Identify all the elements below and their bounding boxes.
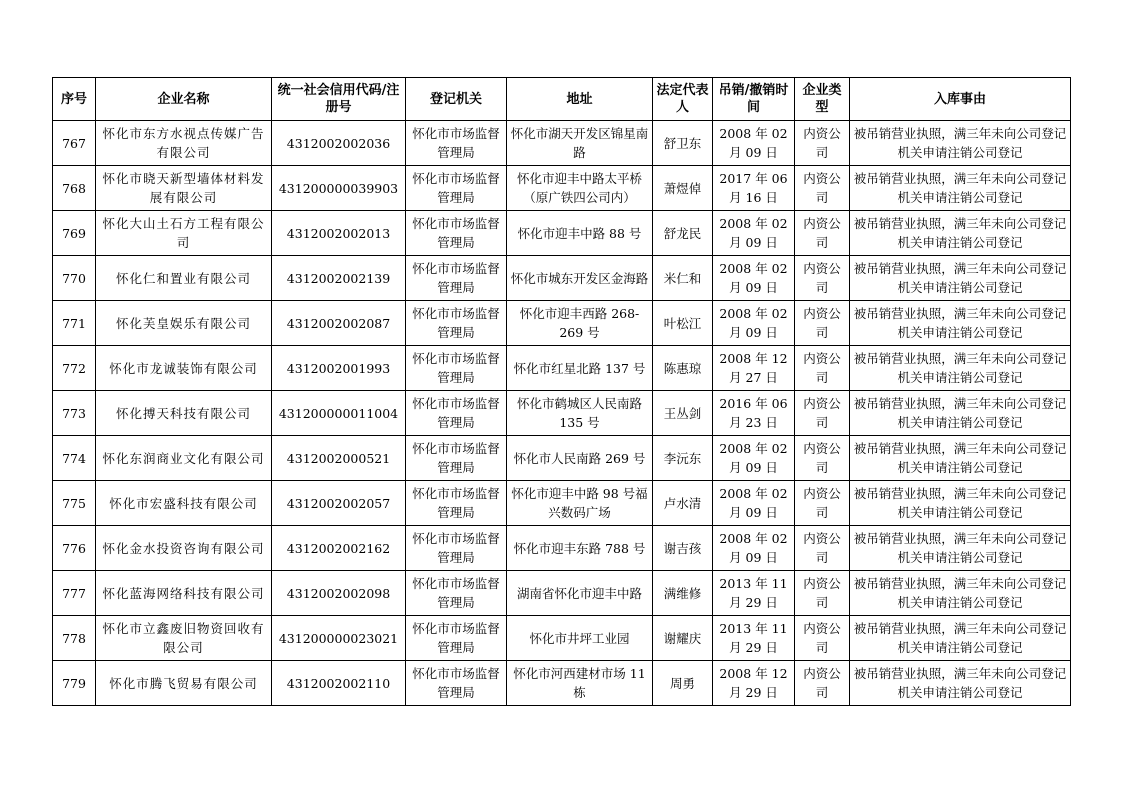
cell-seq: 773 — [53, 391, 96, 436]
cell-revoke-date: 2008 年 02 月 09 日 — [713, 301, 795, 346]
table-row — [53, 166, 1071, 211]
cell-authority: 怀化市市场监督管理局 — [406, 391, 507, 436]
header-rep: 法定代表人 — [653, 78, 713, 121]
cell-credit-code: 431200000039903 — [272, 166, 406, 211]
cell-revoke-date: 2016 年 06 月 23 日 — [713, 391, 795, 436]
cell-authority: 怀化市市场监督管理局 — [406, 616, 507, 661]
company-revocation-table — [52, 77, 1071, 706]
cell-company-type: 内资公司 — [795, 661, 850, 706]
cell-address: 湖南省怀化市迎丰中路 — [507, 571, 653, 616]
cell-address: 怀化市红星北路 137 号 — [507, 346, 653, 391]
table-row — [53, 301, 1071, 346]
cell-credit-code: 4312002000521 — [272, 436, 406, 481]
cell-company-name: 怀化大山土石方工程有限公司 — [96, 211, 272, 256]
table-row — [53, 481, 1071, 526]
cell-authority: 怀化市市场监督管理局 — [406, 526, 507, 571]
cell-revoke-date: 2013 年 11 月 29 日 — [713, 571, 795, 616]
cell-address: 怀化市湖天开发区锦星南路 — [507, 121, 653, 166]
cell-seq: 778 — [53, 616, 96, 661]
cell-credit-code: 4312002002110 — [272, 661, 406, 706]
cell-company-type: 内资公司 — [795, 346, 850, 391]
cell-seq: 777 — [53, 571, 96, 616]
cell-legal-rep: 舒卫东 — [653, 121, 713, 166]
cell-credit-code: 431200000011004 — [272, 391, 406, 436]
cell-revoke-date: 2008 年 02 月 09 日 — [713, 436, 795, 481]
cell-address: 怀化市河西建材市场 11 栋 — [507, 661, 653, 706]
cell-legal-rep: 萧煜倬 — [653, 166, 713, 211]
cell-address: 怀化市迎丰西路 268-269 号 — [507, 301, 653, 346]
cell-seq: 779 — [53, 661, 96, 706]
cell-company-name: 怀化市宏盛科技有限公司 — [96, 481, 272, 526]
cell-seq: 772 — [53, 346, 96, 391]
cell-revoke-date: 2013 年 11 月 29 日 — [713, 616, 795, 661]
cell-company-name: 怀化市龙诚装饰有限公司 — [96, 346, 272, 391]
cell-company-name: 怀化芙皇娱乐有限公司 — [96, 301, 272, 346]
cell-reason: 被吊销营业执照，满三年未向公司登记机关申请注销公司登记 — [850, 121, 1071, 166]
cell-revoke-date: 2008 年 02 月 09 日 — [713, 121, 795, 166]
cell-credit-code: 4312002002036 — [272, 121, 406, 166]
cell-seq: 775 — [53, 481, 96, 526]
cell-company-type: 内资公司 — [795, 301, 850, 346]
cell-legal-rep: 周勇 — [653, 661, 713, 706]
cell-reason: 被吊销营业执照，满三年未向公司登记机关申请注销公司登记 — [850, 436, 1071, 481]
cell-authority: 怀化市市场监督管理局 — [406, 481, 507, 526]
cell-reason: 被吊销营业执照，满三年未向公司登记机关申请注销公司登记 — [850, 301, 1071, 346]
cell-revoke-date: 2008 年 02 月 09 日 — [713, 256, 795, 301]
cell-seq: 770 — [53, 256, 96, 301]
cell-address: 怀化市人民南路 269 号 — [507, 436, 653, 481]
cell-legal-rep: 谢耀庆 — [653, 616, 713, 661]
cell-credit-code: 4312002002013 — [272, 211, 406, 256]
cell-authority: 怀化市市场监督管理局 — [406, 211, 507, 256]
header-name: 企业名称 — [96, 78, 272, 121]
cell-address: 怀化市井坪工业园 — [507, 616, 653, 661]
cell-company-type: 内资公司 — [795, 391, 850, 436]
cell-company-type: 内资公司 — [795, 211, 850, 256]
cell-credit-code: 4312002001993 — [272, 346, 406, 391]
cell-company-name: 怀化蓝海网络科技有限公司 — [96, 571, 272, 616]
cell-authority: 怀化市市场监督管理局 — [406, 346, 507, 391]
cell-reason: 被吊销营业执照，满三年未向公司登记机关申请注销公司登记 — [850, 526, 1071, 571]
table-row — [53, 661, 1071, 706]
cell-legal-rep: 叶松江 — [653, 301, 713, 346]
cell-seq: 768 — [53, 166, 96, 211]
cell-company-name: 怀化市腾飞贸易有限公司 — [96, 661, 272, 706]
header-authority: 登记机关 — [406, 78, 507, 121]
cell-reason: 被吊销营业执照，满三年未向公司登记机关申请注销公司登记 — [850, 616, 1071, 661]
cell-credit-code: 4312002002162 — [272, 526, 406, 571]
cell-authority: 怀化市市场监督管理局 — [406, 301, 507, 346]
cell-company-name: 怀化市立鑫废旧物资回收有限公司 — [96, 616, 272, 661]
table-row — [53, 256, 1071, 301]
cell-address: 怀化市城东开发区金海路 — [507, 256, 653, 301]
table-row — [53, 121, 1071, 166]
cell-revoke-date: 2008 年 12 月 29 日 — [713, 661, 795, 706]
cell-company-name: 怀化金水投资咨询有限公司 — [96, 526, 272, 571]
cell-legal-rep: 谢吉孩 — [653, 526, 713, 571]
cell-legal-rep: 王丛剑 — [653, 391, 713, 436]
cell-credit-code: 4312002002087 — [272, 301, 406, 346]
cell-authority: 怀化市市场监督管理局 — [406, 571, 507, 616]
cell-legal-rep: 卢水清 — [653, 481, 713, 526]
cell-revoke-date: 2008 年 12 月 27 日 — [713, 346, 795, 391]
cell-revoke-date: 2017 年 06 月 16 日 — [713, 166, 795, 211]
cell-reason: 被吊销营业执照，满三年未向公司登记机关申请注销公司登记 — [850, 256, 1071, 301]
cell-reason: 被吊销营业执照，满三年未向公司登记机关申请注销公司登记 — [850, 211, 1071, 256]
cell-revoke-date: 2008 年 02 月 09 日 — [713, 526, 795, 571]
cell-authority: 怀化市市场监督管理局 — [406, 256, 507, 301]
cell-seq: 767 — [53, 121, 96, 166]
cell-credit-code: 4312002002139 — [272, 256, 406, 301]
cell-revoke-date: 2008 年 02 月 09 日 — [713, 211, 795, 256]
cell-reason: 被吊销营业执照，满三年未向公司登记机关申请注销公司登记 — [850, 166, 1071, 211]
cell-authority: 怀化市市场监督管理局 — [406, 436, 507, 481]
cell-legal-rep: 李沅东 — [653, 436, 713, 481]
cell-legal-rep: 陈惠琼 — [653, 346, 713, 391]
header-code: 统一社会信用代码/注册号 — [272, 78, 406, 121]
cell-seq: 774 — [53, 436, 96, 481]
cell-legal-rep: 满维修 — [653, 571, 713, 616]
header-revoke-date: 吊销/撤销时间 — [713, 78, 795, 121]
cell-company-type: 内资公司 — [795, 616, 850, 661]
cell-credit-code: 431200000023021 — [272, 616, 406, 661]
table-row — [53, 211, 1071, 256]
cell-reason: 被吊销营业执照，满三年未向公司登记机关申请注销公司登记 — [850, 571, 1071, 616]
cell-address: 怀化市迎丰中路 98 号福兴数码广场 — [507, 481, 653, 526]
cell-company-name: 怀化搏天科技有限公司 — [96, 391, 272, 436]
cell-company-type: 内资公司 — [795, 571, 850, 616]
cell-company-type: 内资公司 — [795, 256, 850, 301]
cell-reason: 被吊销营业执照，满三年未向公司登记机关申请注销公司登记 — [850, 346, 1071, 391]
cell-seq: 769 — [53, 211, 96, 256]
cell-address: 怀化市迎丰东路 788 号 — [507, 526, 653, 571]
cell-legal-rep: 米仁和 — [653, 256, 713, 301]
cell-reason: 被吊销营业执照，满三年未向公司登记机关申请注销公司登记 — [850, 661, 1071, 706]
header-seq: 序号 — [53, 78, 96, 121]
header-row — [53, 78, 1071, 121]
header-type: 企业类型 — [795, 78, 850, 121]
header-reason: 入库事由 — [850, 78, 1071, 121]
table-row — [53, 436, 1071, 481]
cell-company-name: 怀化仁和置业有限公司 — [96, 256, 272, 301]
cell-company-type: 内资公司 — [795, 526, 850, 571]
cell-credit-code: 4312002002057 — [272, 481, 406, 526]
cell-company-name: 怀化市东方水视点传媒广告有限公司 — [96, 121, 272, 166]
cell-credit-code: 4312002002098 — [272, 571, 406, 616]
cell-authority: 怀化市市场监督管理局 — [406, 661, 507, 706]
table-row — [53, 571, 1071, 616]
cell-company-type: 内资公司 — [795, 481, 850, 526]
cell-address: 怀化市迎丰中路 88 号 — [507, 211, 653, 256]
cell-reason: 被吊销营业执照，满三年未向公司登记机关申请注销公司登记 — [850, 391, 1071, 436]
table-row — [53, 346, 1071, 391]
table-row — [53, 526, 1071, 571]
cell-authority: 怀化市市场监督管理局 — [406, 166, 507, 211]
cell-reason: 被吊销营业执照，满三年未向公司登记机关申请注销公司登记 — [850, 481, 1071, 526]
cell-seq: 771 — [53, 301, 96, 346]
header-address: 地址 — [507, 78, 653, 121]
cell-address: 怀化市鹤城区人民南路 135 号 — [507, 391, 653, 436]
cell-company-type: 内资公司 — [795, 436, 850, 481]
table-body — [53, 121, 1071, 706]
cell-company-type: 内资公司 — [795, 166, 850, 211]
cell-seq: 776 — [53, 526, 96, 571]
cell-company-name: 怀化市晓天新型墙体材料发展有限公司 — [96, 166, 272, 211]
cell-legal-rep: 舒龙民 — [653, 211, 713, 256]
cell-company-type: 内资公司 — [795, 121, 850, 166]
table-row — [53, 616, 1071, 661]
cell-address: 怀化市迎丰中路太平桥（原广铁四公司内） — [507, 166, 653, 211]
table-row — [53, 391, 1071, 436]
cell-company-name: 怀化东润商业文化有限公司 — [96, 436, 272, 481]
cell-revoke-date: 2008 年 02 月 09 日 — [713, 481, 795, 526]
cell-authority: 怀化市市场监督管理局 — [406, 121, 507, 166]
